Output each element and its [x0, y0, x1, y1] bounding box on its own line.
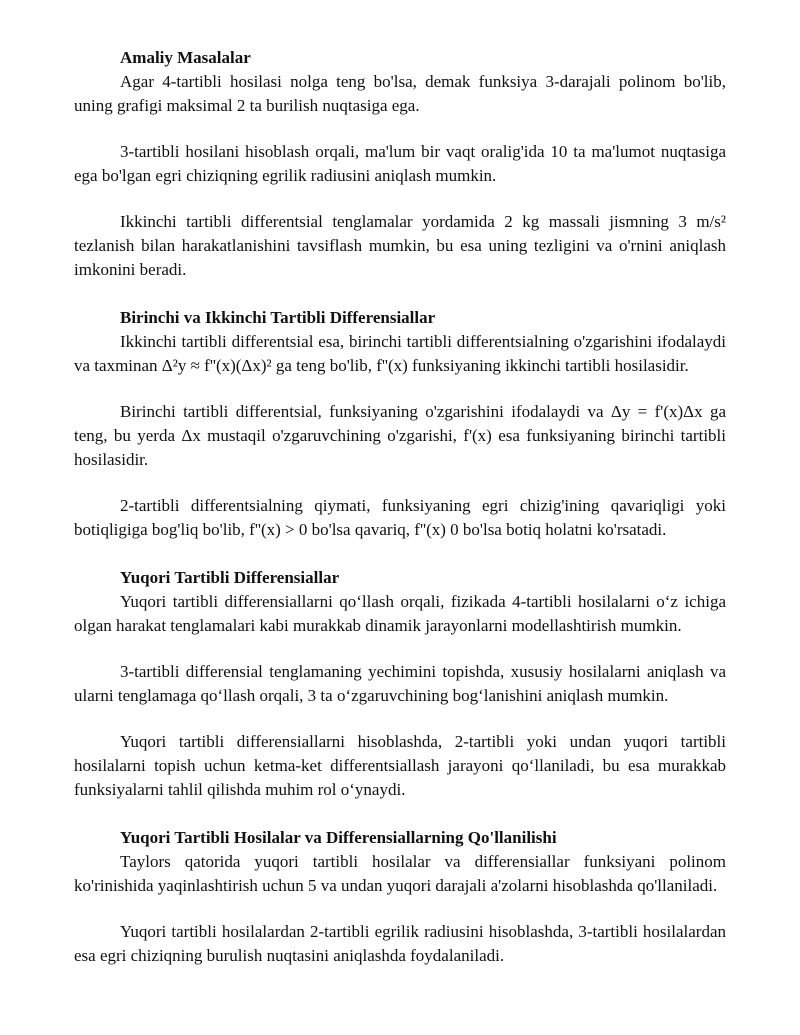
paragraph: Taylors qatorida yuqori tartibli hosilalar va differensiallar funksiyani polinom ko'rinishida yaqinlashtirish uchun 5 va undan yuqori darajali a'zolarni hisoblashda qo'llaniladi. — [74, 852, 726, 895]
paragraph: Birinchi tartibli differentsial, funksiyaning o'zgarishini ifodalaydi va Δy = f'(x)Δx ga teng, bu yerda Δx mustaqil o'zgaruvchining o'zgarishi, f'(x) esa funksiyaning birinchi tartibli hosilasidir. — [74, 402, 726, 469]
section-yuqori-tartibli-differensiallar — [74, 566, 726, 802]
paragraph: Agar 4-tartibli hosilasi nolga teng bo'lsa, demak funksiya 3-darajali polinom bo'lib, uning grafigi maksimal 2 ta burilish nuqtasiga ega. — [74, 72, 726, 115]
document-page — [74, 46, 726, 968]
section-heading: Birinchi va Ikkinchi Tartibli Differensiallar — [120, 308, 436, 327]
paragraph: Ikkinchi tartibli differentsial esa, birinchi tartibli differentsialning o'zgarishini ifodalaydi va taxminan Δ²y ≈ f''(x)(Δx)² ga teng bo'lib, f''(x) funksiyaning ikkinchi tartibli hosilasidir. — [74, 332, 726, 375]
paragraph: 3-tartibli differensial tenglamaning yechimini topishda, xususiy hosilalarni aniqlash va ularni tenglamaga qoʻllash orqali, 3 ta oʻzgaruvchining bogʻlanishini aniqlash mumkin. — [74, 662, 726, 705]
section-heading: Yuqori Tartibli Differensiallar — [120, 568, 340, 587]
paragraph: 2-tartibli differentsialning qiymati, funksiyaning egri chizig'ining qavariqligi yoki botiqligiga bog'liq bo'lib, f''(x) > 0 bo'lsa qavariq, f''(x) 0 bo'lsa botiq holatni ko'rsatadi. — [74, 496, 726, 539]
section-hosilalar-qollanilishi — [74, 826, 726, 968]
paragraph: Yuqori tartibli differensiallarni qoʻllash orqali, fizikada 4-tartibli hosilalarni oʻz ichiga olgan harakat tenglamalari kabi murakkab dinamik jarayonlarni modellashtirish mumkin. — [74, 592, 726, 635]
paragraph: Yuqori tartibli differensiallarni hisoblashda, 2-tartibli yoki undan yuqori tartibli hosilalarni topish uchun ketma-ket differentsiallash jarayoni qoʻllaniladi, bu esa murakkab funksiyalarni tahlil qilishda muhim rol oʻynaydi. — [74, 732, 726, 799]
paragraph: Ikkinchi tartibli differentsial tenglamalar yordamida 2 kg massali jismning 3 m/s² tezlanish bilan harakatlanishini tavsiflash mumkin, bu esa uning tezligini va o'rnini aniqlash imkonini beradi. — [74, 212, 726, 279]
section-heading: Yuqori Tartibli Hosilalar va Differensiallarning Qo'llanilishi — [120, 828, 557, 847]
paragraph: 3-tartibli hosilani hisoblash orqali, ma'lum bir vaqt oralig'ida 10 ta ma'lumot nuqtasiga ega bo'lgan egri chiziqning egrilik radiusini aniqlash mumkin. — [74, 142, 726, 185]
section-birinchi-ikkinchi — [74, 306, 726, 542]
paragraph: Yuqori tartibli hosilalardan 2-tartibli egrilik radiusini hisoblashda, 3-tartibli hosilalardan esa egri chiziqning burulish nuqtasini aniqlashda foydalaniladi. — [74, 922, 726, 965]
section-amaliy-masalalar — [74, 46, 726, 282]
section-heading: Amaliy Masalalar — [120, 48, 251, 67]
